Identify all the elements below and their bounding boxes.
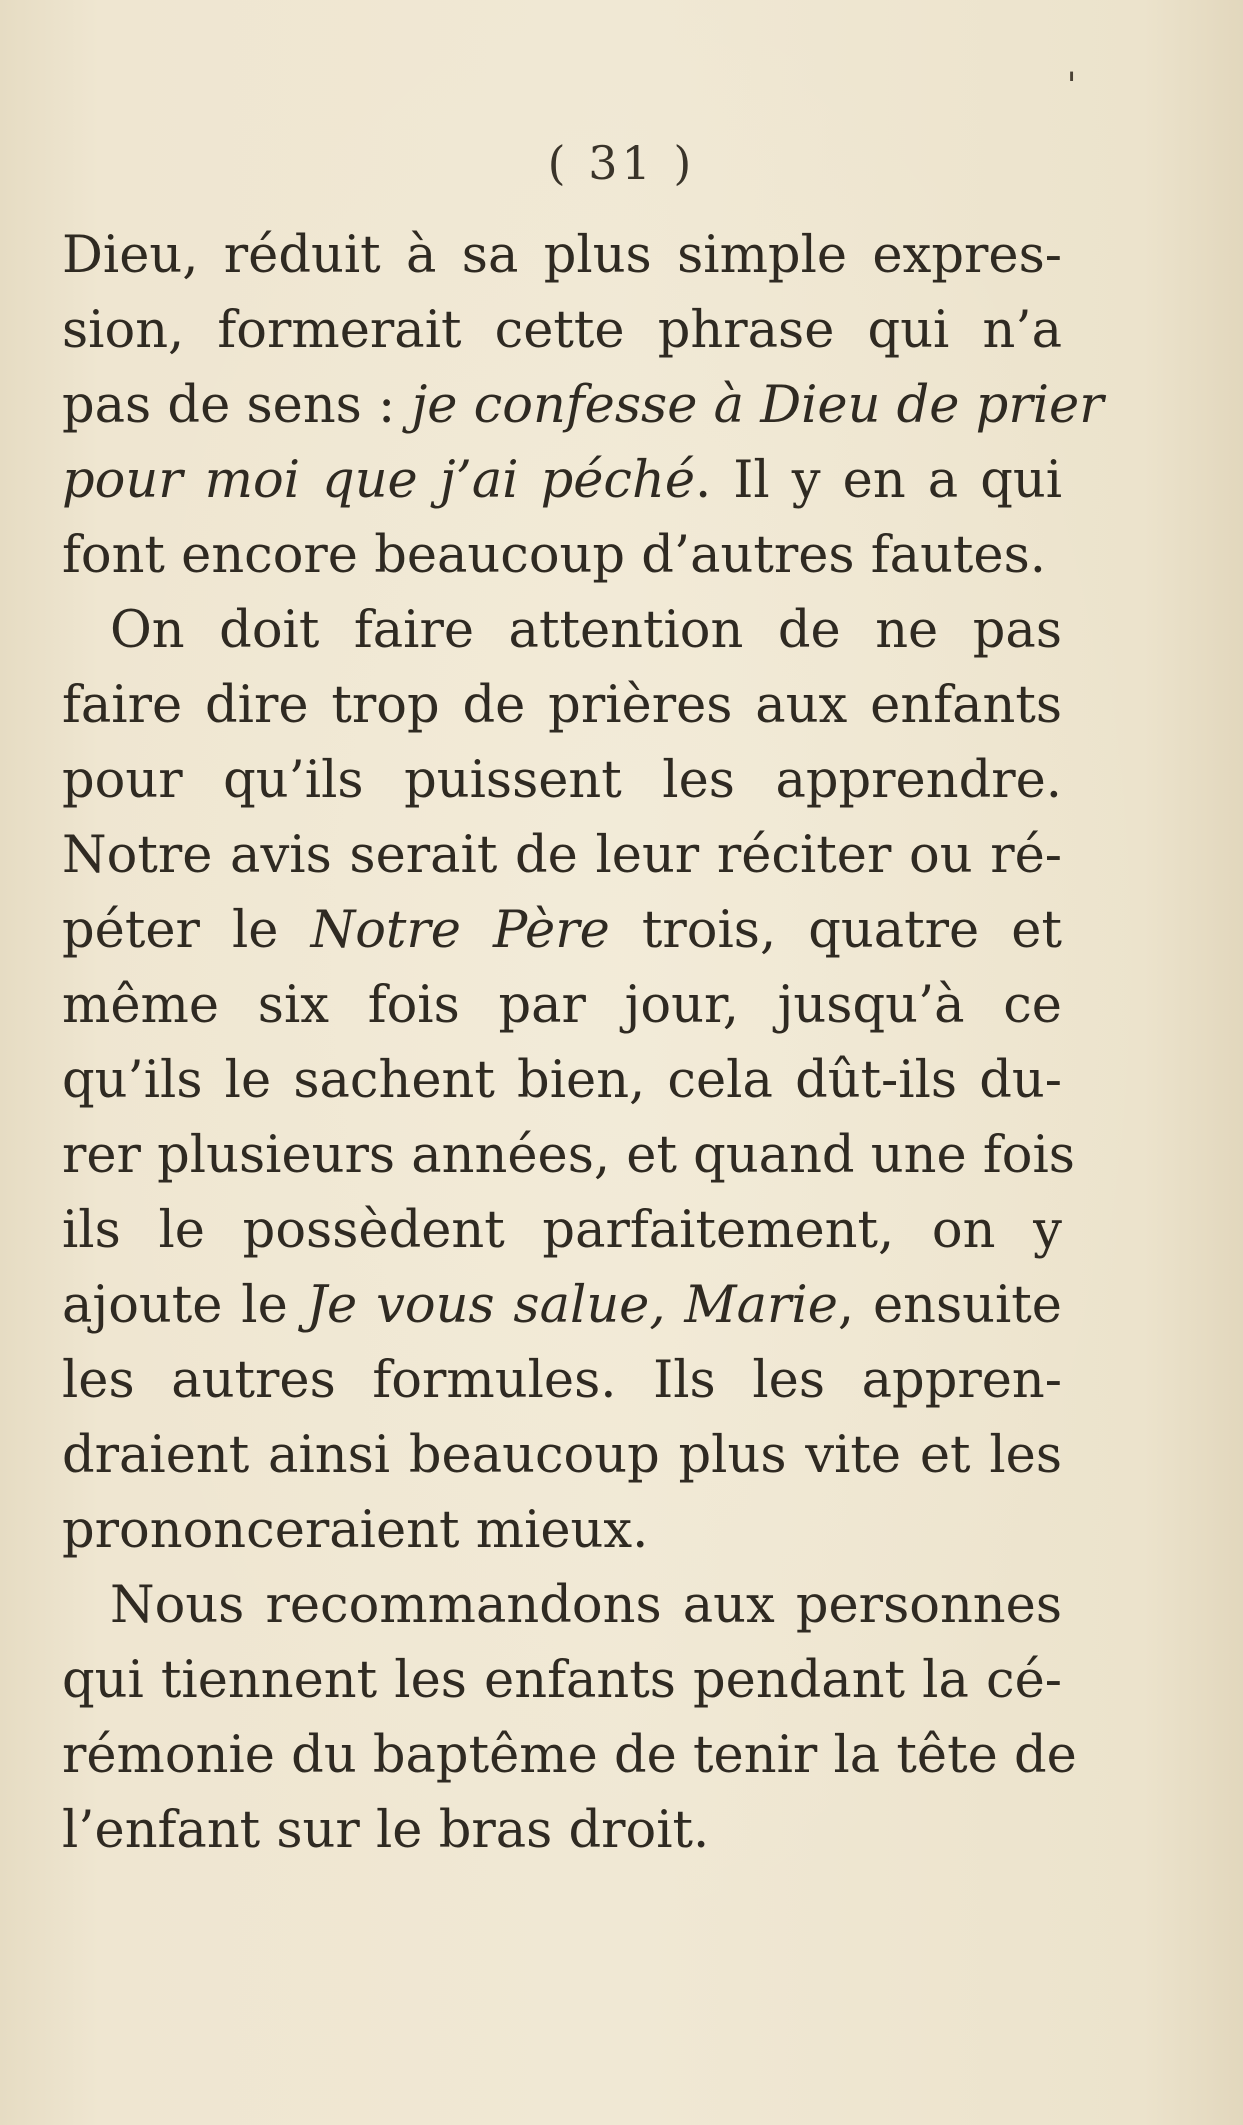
text-run: les autres formules. Ils les appren- bbox=[62, 1351, 1062, 1410]
text-run: On doit faire attention de ne pas bbox=[110, 601, 1062, 660]
italic-text: Notre Père bbox=[310, 901, 610, 960]
text-line bbox=[62, 1343, 1062, 1418]
text-line bbox=[62, 1268, 1062, 1343]
text-line bbox=[62, 893, 1062, 968]
text-line bbox=[62, 1118, 1075, 1193]
paragraph bbox=[62, 593, 1075, 1568]
text-run: trois, quatre et bbox=[609, 901, 1062, 960]
text-run: faire dire trop de prières aux enfants bbox=[62, 676, 1062, 735]
text-line bbox=[62, 593, 1062, 668]
text-run: pas de sens : bbox=[62, 376, 412, 435]
page-number: ( 31 ) bbox=[547, 136, 696, 190]
body-text bbox=[62, 218, 1104, 1918]
text-run: draient ainsi beaucoup plus vite et les bbox=[62, 1426, 1062, 1485]
ink-speck: ˈ bbox=[1066, 66, 1077, 112]
text-line bbox=[62, 743, 1062, 818]
text-run: . Il y en a qui bbox=[695, 451, 1063, 510]
italic-text: pour moi que j’ai péché bbox=[62, 451, 696, 510]
text-line bbox=[62, 1718, 1077, 1793]
text-line bbox=[62, 1643, 1062, 1718]
italic-text: Je vous salue, Marie bbox=[306, 1276, 838, 1335]
text-line bbox=[62, 293, 1062, 368]
text-line bbox=[62, 1043, 1062, 1118]
paragraph bbox=[62, 218, 1104, 593]
text-line bbox=[62, 1793, 1062, 1868]
text-line bbox=[62, 818, 1062, 893]
text-line bbox=[62, 968, 1062, 1043]
text-line bbox=[62, 1193, 1062, 1268]
text-run: même six fois par jour, jusqu’à ce bbox=[62, 976, 1062, 1035]
text-run: rémonie du baptême de tenir la tête de bbox=[62, 1726, 1077, 1785]
text-run: l’enfant sur le bras droit. bbox=[62, 1801, 710, 1860]
text-run: qu’ils le sachent bien, cela dût-ils du- bbox=[62, 1051, 1062, 1110]
text-run: prononceraient mieux. bbox=[62, 1501, 649, 1560]
text-run: péter le bbox=[62, 901, 311, 960]
text-run: Notre avis serait de leur réciter ou ré- bbox=[62, 826, 1062, 885]
text-run: Dieu, réduit à sa plus simple expres- bbox=[62, 226, 1062, 285]
text-run: sion, formerait cette phrase qui n’a bbox=[62, 301, 1062, 360]
text-line bbox=[62, 218, 1062, 293]
text-run: ils le possèdent parfaitement, on y bbox=[62, 1201, 1062, 1260]
text-line bbox=[62, 443, 1062, 518]
text-line bbox=[62, 518, 1062, 593]
paragraph bbox=[62, 1568, 1077, 1868]
text-run: , ensuite bbox=[837, 1276, 1062, 1335]
text-run: font encore beaucoup d’autres fautes. bbox=[62, 526, 1046, 585]
text-run: pour qu’ils puissent les apprendre. bbox=[62, 751, 1062, 810]
text-run: Nous recommandons aux personnes bbox=[110, 1576, 1062, 1635]
text-line bbox=[62, 668, 1062, 743]
text-run: ajoute le bbox=[62, 1276, 307, 1335]
italic-text: je confesse à Dieu de prier bbox=[411, 376, 1104, 435]
text-line bbox=[62, 1493, 1062, 1568]
text-run: rer plusieurs années, et quand une fois bbox=[62, 1126, 1075, 1185]
text-line bbox=[62, 1568, 1062, 1643]
text-run: qui tiennent les enfants pendant la cé- bbox=[62, 1651, 1062, 1710]
text-line bbox=[62, 368, 1104, 443]
text-line bbox=[62, 1418, 1062, 1493]
